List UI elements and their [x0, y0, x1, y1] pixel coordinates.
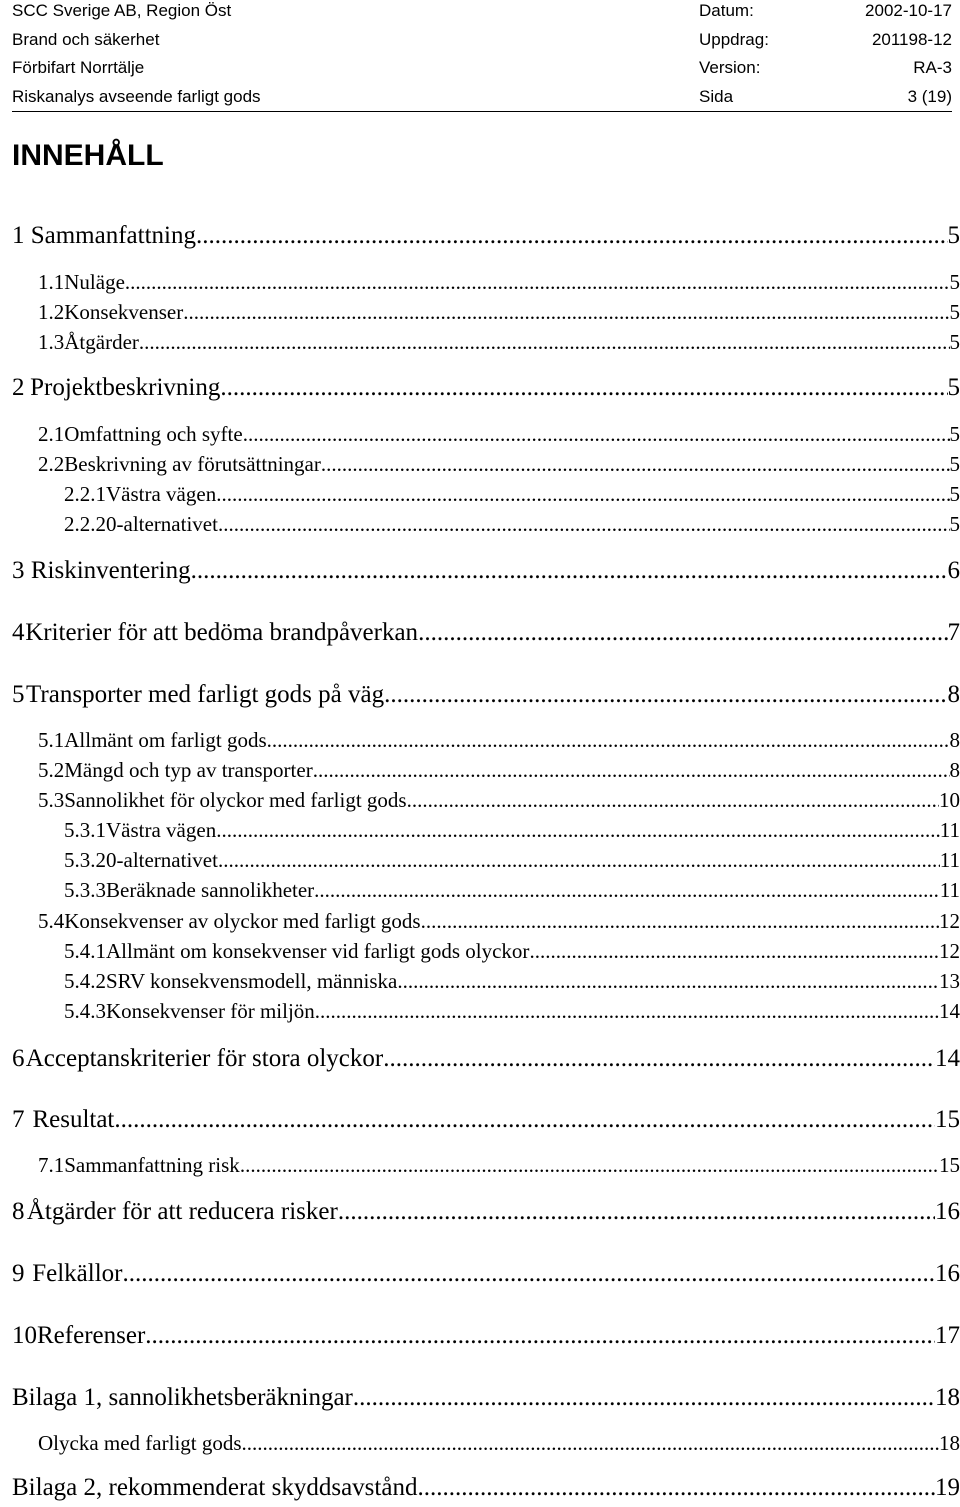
toc-entry[interactable]	[64, 969, 960, 997]
toc-text: Kriterier för att bedöma brandpåverkan	[25, 619, 419, 646]
toc-text: Riskinventering	[30, 557, 191, 584]
toc-text: Felkällor	[32, 1260, 123, 1287]
toc-number: 9	[12, 1260, 25, 1287]
toc-page: 18	[935, 1384, 960, 1411]
toc-number: 7	[12, 1106, 25, 1133]
toc-number: 2.2	[38, 452, 65, 476]
toc-entry[interactable]	[12, 1260, 960, 1292]
toc-page: 5	[949, 300, 960, 324]
toc-number: 5.3.1	[64, 818, 106, 842]
toc-number: 6	[12, 1045, 25, 1072]
toc-page: 5	[949, 452, 960, 476]
toc-page: 18	[939, 1431, 960, 1455]
toc-entry[interactable]	[12, 1198, 960, 1230]
toc-entry[interactable]	[38, 728, 960, 756]
toc-number: 5.3	[38, 788, 65, 812]
toc-number: 5.4.2	[64, 969, 106, 993]
toc-leader	[114, 1106, 935, 1134]
header-row-department	[12, 29, 952, 51]
toc-number: 5.1	[38, 728, 65, 752]
toc-leader	[353, 1384, 935, 1412]
toc-text: Referenser	[37, 1322, 146, 1349]
toc-leader	[313, 758, 950, 783]
toc-text: 0-alternativet	[106, 848, 218, 872]
header-date-label: Datum:	[699, 1, 754, 20]
toc-page: 5	[949, 422, 960, 446]
header-row-company	[12, 0, 952, 22]
toc-page: 5	[947, 222, 960, 249]
toc-text: 0-alternativet	[106, 512, 218, 536]
toc-leader	[218, 848, 940, 873]
toc-text: Västra vägen	[106, 818, 217, 842]
toc-leader	[384, 681, 947, 709]
toc-text: Transporter med farligt gods på väg	[26, 681, 385, 708]
page-title: INNEHÅLL	[12, 139, 164, 172]
toc-number: 5.3.3	[64, 878, 106, 902]
toc-entry[interactable]	[64, 878, 960, 906]
toc-number: 5.3.2	[64, 848, 106, 872]
toc-leader	[267, 728, 950, 753]
toc-number: 3	[12, 557, 25, 584]
toc-page: 16	[935, 1260, 960, 1287]
toc-text: Åtgärder för att reducera risker	[26, 1198, 338, 1225]
toc-leader	[139, 330, 950, 355]
toc-entry[interactable]	[64, 999, 960, 1027]
toc-entry[interactable]	[38, 270, 960, 298]
toc-text: Allmänt om konsekvenser vid farligt gods olyckor	[106, 939, 530, 963]
header-assignment-value: 201198-12	[871, 30, 952, 49]
header-project: Förbifart Norrtälje	[12, 58, 145, 77]
toc-entry[interactable]	[12, 681, 960, 713]
toc-page: 8	[949, 728, 960, 752]
toc-page: 5	[949, 512, 960, 536]
toc-leader	[529, 939, 939, 964]
header-assignment-label: Uppdrag:	[699, 30, 769, 49]
header-document-title: Riskanalys avseende farligt gods	[12, 87, 261, 106]
header-row-project	[12, 57, 952, 79]
toc-leader	[196, 222, 948, 250]
toc-leader	[315, 999, 939, 1024]
toc-number: 5.4	[38, 909, 65, 933]
toc-entry[interactable]	[64, 939, 960, 967]
toc-text: SRV konsekvensmodell, människa	[106, 969, 398, 993]
toc-leader	[338, 1198, 935, 1226]
toc-entry[interactable]	[12, 1322, 960, 1354]
toc-leader	[216, 818, 940, 843]
toc-entry[interactable]	[12, 1045, 960, 1077]
toc-entry[interactable]	[12, 557, 960, 589]
toc-page: 15	[935, 1106, 960, 1133]
toc-page: 15	[939, 1153, 960, 1177]
toc-text: Bilaga 2, rekommenderat skyddsavstånd	[12, 1474, 418, 1501]
toc-leader	[243, 422, 950, 447]
toc-leader	[145, 1322, 935, 1350]
toc-page: 14	[935, 1045, 960, 1072]
toc-number: 1.3	[38, 330, 65, 354]
toc-entry[interactable]	[12, 1106, 960, 1138]
toc-text: Olycka med farligt gods	[38, 1431, 242, 1455]
toc-number: 7.1	[38, 1153, 65, 1177]
toc-leader	[240, 1153, 939, 1178]
toc-number: 2	[12, 374, 25, 401]
toc-text: Åtgärder	[64, 330, 139, 354]
toc-page: 5	[947, 374, 960, 401]
toc-leader	[407, 788, 939, 813]
toc-text: Västra vägen	[106, 482, 217, 506]
toc-entry-appendix[interactable]	[12, 1474, 960, 1506]
toc-entry[interactable]	[64, 482, 960, 510]
toc-number: 2.1	[38, 422, 65, 446]
toc-page: 5	[949, 270, 960, 294]
toc-leader	[183, 300, 949, 325]
toc-page: 12	[939, 909, 960, 933]
toc-page: 5	[949, 330, 960, 354]
toc-entry[interactable]	[64, 818, 960, 846]
toc-number: 4	[12, 619, 25, 646]
toc-page: 19	[935, 1474, 960, 1501]
page-header	[12, 0, 952, 112]
header-department: Brand och säkerhet	[12, 30, 160, 49]
toc-entry[interactable]	[38, 909, 960, 937]
toc-leader	[383, 1045, 935, 1073]
toc-page: 11	[939, 818, 960, 842]
toc-entry[interactable]	[38, 422, 960, 450]
toc-number: 2.2.1	[64, 482, 106, 506]
toc-text: Nuläge	[64, 270, 125, 294]
toc-text: Bilaga 1, sannolikhetsberäkningar	[12, 1384, 353, 1411]
toc-entry[interactable]	[64, 848, 960, 876]
toc-leader	[191, 557, 948, 585]
toc-page: 13	[939, 969, 960, 993]
toc-page: 10	[939, 788, 960, 812]
toc-text: Konsekvenser	[64, 300, 184, 324]
toc-number: 2.2.2	[64, 512, 106, 536]
toc-entry[interactable]	[12, 222, 960, 254]
toc-leader	[216, 482, 949, 507]
toc-leader	[321, 452, 950, 477]
toc-entry[interactable]	[38, 1153, 960, 1181]
toc-leader	[421, 909, 939, 934]
toc-entry-appendix[interactable]	[12, 1384, 960, 1416]
toc-leader	[397, 969, 939, 994]
toc-page: 6	[947, 557, 960, 584]
toc-entry[interactable]	[64, 512, 960, 540]
toc-entry-appendix-sub[interactable]	[38, 1431, 960, 1459]
toc-text: Konsekvenser för miljön	[106, 999, 315, 1023]
toc-leader	[125, 270, 950, 295]
toc-text: Mängd och typ av transporter	[64, 758, 313, 782]
toc-number: 8	[12, 1198, 25, 1225]
toc-text: Sammanfattning risk	[64, 1153, 240, 1177]
toc-entry[interactable]	[38, 788, 960, 816]
toc-page: 5	[949, 482, 960, 506]
toc-entry[interactable]	[38, 758, 960, 786]
toc-text: Konsekvenser av olyckor med farligt gods	[64, 909, 421, 933]
toc-text: Sannolikhet för olyckor med farligt gods	[64, 788, 407, 812]
toc-page: 11	[939, 848, 960, 872]
toc-entry[interactable]	[12, 619, 960, 651]
header-page-value: 3 (19)	[907, 87, 952, 106]
toc-leader	[218, 512, 950, 537]
toc-text: Resultat	[32, 1106, 115, 1133]
toc-number: 1.1	[38, 270, 65, 294]
toc-text: Sammanfattning	[30, 222, 196, 249]
toc-text: Beskrivning av förutsättningar	[64, 452, 321, 476]
toc-text: Projektbeskrivning	[30, 374, 221, 401]
header-version-label: Version:	[699, 58, 761, 77]
toc-leader	[220, 374, 947, 402]
toc-page: 8	[947, 681, 960, 708]
toc-page: 12	[939, 939, 960, 963]
toc-text: Allmänt om farligt gods	[64, 728, 267, 752]
toc-number: 10	[12, 1322, 37, 1349]
toc-entry[interactable]	[38, 452, 960, 480]
toc-leader	[418, 619, 947, 647]
toc-entry[interactable]	[38, 330, 960, 358]
toc-entry[interactable]	[12, 374, 960, 406]
toc-number: 5.4.1	[64, 939, 106, 963]
toc-page: 7	[947, 619, 960, 646]
toc-number: 5.2	[38, 758, 65, 782]
toc-page: 16	[935, 1198, 960, 1225]
header-date-value: 2002-10-17	[865, 1, 952, 20]
header-company: SCC Sverige AB, Region Öst	[12, 1, 232, 20]
toc-number: 1.2	[38, 300, 65, 324]
toc-number: 5.4.3	[64, 999, 106, 1023]
toc-text: Omfattning och syfte	[64, 422, 243, 446]
toc-page: 8	[949, 758, 960, 782]
toc-page: 14	[939, 999, 960, 1023]
toc-leader	[242, 1431, 939, 1456]
toc-text: Acceptanskriterier för stora olyckor	[25, 1045, 384, 1072]
toc-leader	[417, 1474, 935, 1502]
toc-page: 17	[935, 1322, 960, 1349]
toc-text: Beräknade sannolikheter	[106, 878, 315, 902]
toc-leader	[123, 1260, 936, 1288]
header-version-value: RA-3	[913, 58, 952, 77]
toc-entry[interactable]	[38, 300, 960, 328]
toc-number: 1	[12, 222, 25, 249]
header-row-document	[12, 86, 952, 108]
toc-number: 5	[12, 681, 25, 708]
header-page-label: Sida	[699, 87, 734, 106]
toc-leader	[314, 878, 940, 903]
toc-page: 11	[939, 878, 960, 902]
